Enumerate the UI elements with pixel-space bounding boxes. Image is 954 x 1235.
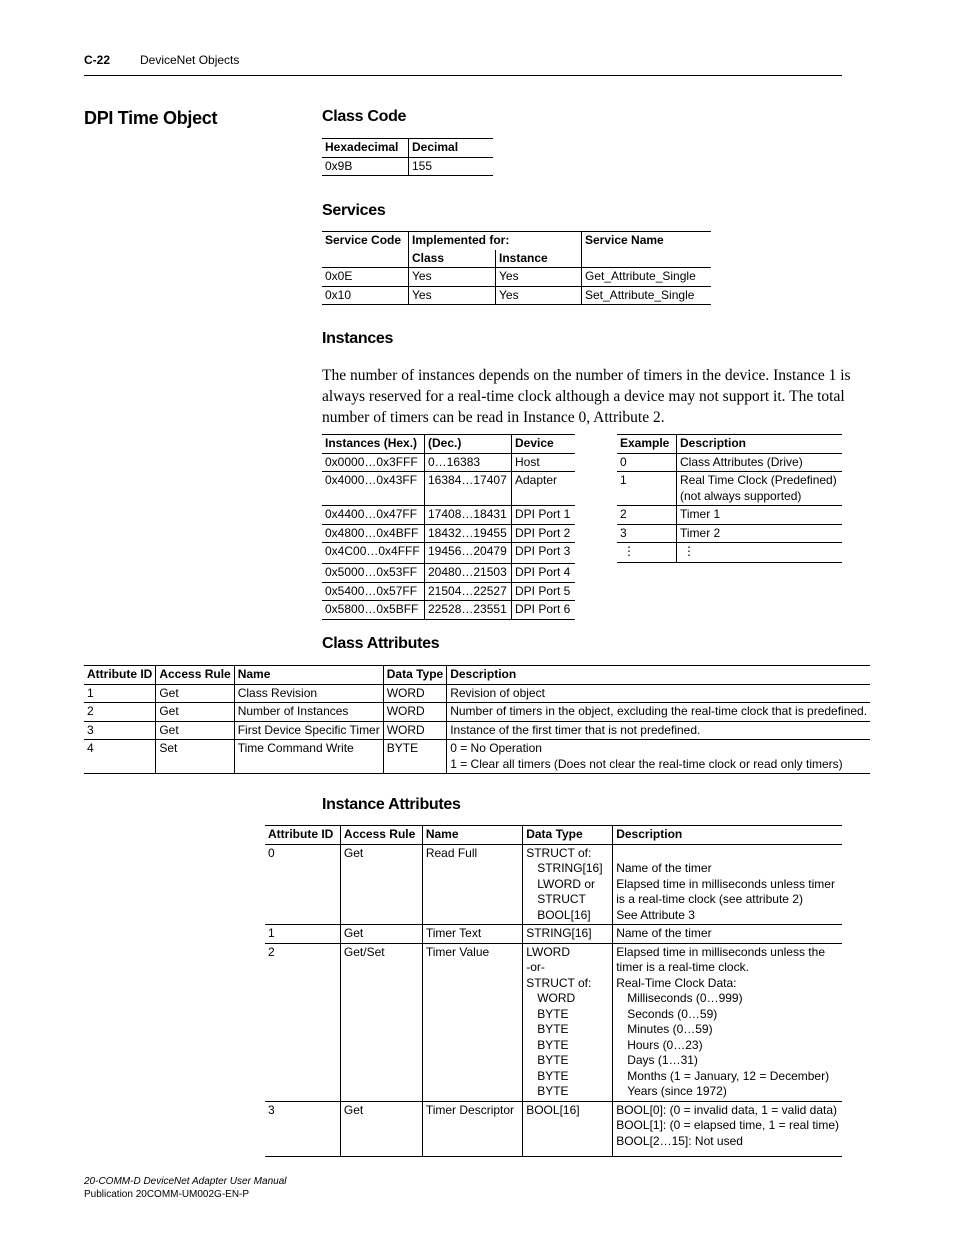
- class-attributes-table: [84, 665, 870, 774]
- table-row: 0x9B 155: [322, 157, 493, 176]
- col-attribute-id: Attribute ID: [84, 666, 156, 685]
- col-instance: Instance: [496, 250, 582, 268]
- table-row: 3 Timer 2: [617, 524, 842, 543]
- instances-table: [322, 434, 575, 620]
- table-row: 1 Get Timer Text STRING[16] Name of the timer: [265, 925, 842, 944]
- instances-example-table: [617, 434, 842, 563]
- table-row: 0x10 Yes Yes Set_Attribute_Single: [322, 286, 711, 305]
- table-row: 3 Get First Device Specific Timer WORD Instance of the first timer that is not predefined.: [84, 721, 870, 740]
- class-attributes-heading: Class Attributes: [322, 635, 440, 652]
- table-row: 0 Get Read Full STRUCT of: STRING[16] LWORD or STRUCT BOOL[16] Name of the timer Elapsed time in milliseconds unless timer is a real-time clock (see attribute 2) See Attribute 3: [265, 844, 842, 925]
- col-hexadecimal: Hexadecimal: [322, 139, 409, 158]
- table-row: 0 Class Attributes (Drive): [617, 453, 842, 472]
- table-row: 0x4400…0x47FF 17408…18431 DPI Port 1: [322, 506, 575, 525]
- instance-attributes-heading: Instance Attributes: [322, 796, 461, 813]
- table-row: 0x5400…0x57FF 21504…22527 DPI Port 5: [322, 582, 575, 601]
- table-row: 0x4800…0x4BFF 18432…19455 DPI Port 2: [322, 524, 575, 543]
- col-name: Name: [422, 826, 522, 845]
- col-class: Class: [409, 250, 496, 268]
- table-row: 3 Get Timer Descriptor BOOL[16] BOOL[0]: (0 = invalid data, 1 = valid data) BOOL[1]: (0 = elapsed time, 1 = real time) BOOL[2…15]: Not used: [265, 1101, 842, 1157]
- col-attribute-id: Attribute ID: [265, 826, 340, 845]
- col-access-rule: Access Rule: [340, 826, 422, 845]
- services-table: [322, 231, 711, 305]
- table-row: 1 Get Class Revision WORD Revision of object: [84, 684, 870, 703]
- table-row: 0x4C00…0x4FFF 19456…20479 DPI Port 3: [322, 543, 575, 564]
- col-service-name: Service Name: [582, 232, 712, 268]
- class-code-table: [322, 138, 493, 176]
- table-row: 4 Set Time Command Write BYTE 0 = No Operation 1 = Clear all timers (Does not clear the real-time clock or read only timers): [84, 740, 870, 774]
- instance-attributes-table: [265, 825, 842, 1157]
- col-description: Description: [613, 826, 842, 845]
- chapter-title: DeviceNet Objects: [140, 53, 240, 67]
- page-number: C-22: [84, 53, 111, 67]
- col-device: Device: [512, 435, 576, 454]
- table-row: ⋮ ⋮: [617, 543, 842, 563]
- footer-manual-title: 20-COMM-D DeviceNet Adapter User Manual: [84, 1176, 287, 1187]
- table-row: 2 Get/Set Timer Value LWORD -or- STRUCT of: WORD BYTE BYTE BYTE BYTE BYTE BYTE Elapsed time in milliseconds unless the timer is a real-time clock. Real-Time Clock Data: Milliseconds (0…999) Seconds (0…59) Minutes (0…59) Hours (0…23) Days (1…31) Months (1 = January, 12 = December) Years (since 1972): [265, 943, 842, 1101]
- instances-heading: Instances: [322, 330, 394, 347]
- class-code-heading: Class Code: [322, 108, 407, 125]
- table-row: 1 Real Time Clock (Predefined) (not always supported): [617, 472, 842, 506]
- table-row: 0x4000…0x43FF 16384…17407 Adapter: [322, 472, 575, 506]
- col-name: Name: [234, 666, 383, 685]
- table-row: 0x0000…0x3FFF 0…16383 Host: [322, 453, 575, 472]
- footer-publication: Publication 20COMM-UM002G-EN-P: [84, 1189, 250, 1200]
- table-row: 0x0E Yes Yes Get_Attribute_Single: [322, 268, 711, 287]
- header-rule: [84, 75, 842, 76]
- instances-paragraph: The number of instances depends on the number of timers in the device. Instance 1 is always reserved for a real-time clock although a device may not support it. The total number of timers can be read in Instance 0, Attribute 2.: [322, 367, 851, 426]
- table-row: 0x5800…0x5BFF 22528…23551 DPI Port 6: [322, 601, 575, 620]
- col-instances-hex: Instances (Hex.): [322, 435, 425, 454]
- col-decimal: Decimal: [409, 139, 494, 158]
- col-service-code: Service Code: [322, 232, 409, 268]
- table-row: 2 Timer 1: [617, 506, 842, 525]
- col-description: Description: [677, 435, 843, 454]
- table-row: 2 Get Number of Instances WORD Number of timers in the object, excluding the real-time clock that is predefined.: [84, 703, 870, 722]
- col-implemented-for: Implemented for:: [409, 232, 582, 250]
- col-example: Example: [617, 435, 677, 454]
- col-data-type: Data Type: [523, 826, 613, 845]
- services-heading: Services: [322, 202, 386, 219]
- section-title: DPI Time Object: [84, 108, 218, 128]
- col-access-rule: Access Rule: [156, 666, 234, 685]
- col-data-type: Data Type: [383, 666, 446, 685]
- col-description: Description: [447, 666, 870, 685]
- table-row: 0x5000…0x53FF 20480…21503 DPI Port 4: [322, 564, 575, 583]
- col-dec: (Dec.): [425, 435, 512, 454]
